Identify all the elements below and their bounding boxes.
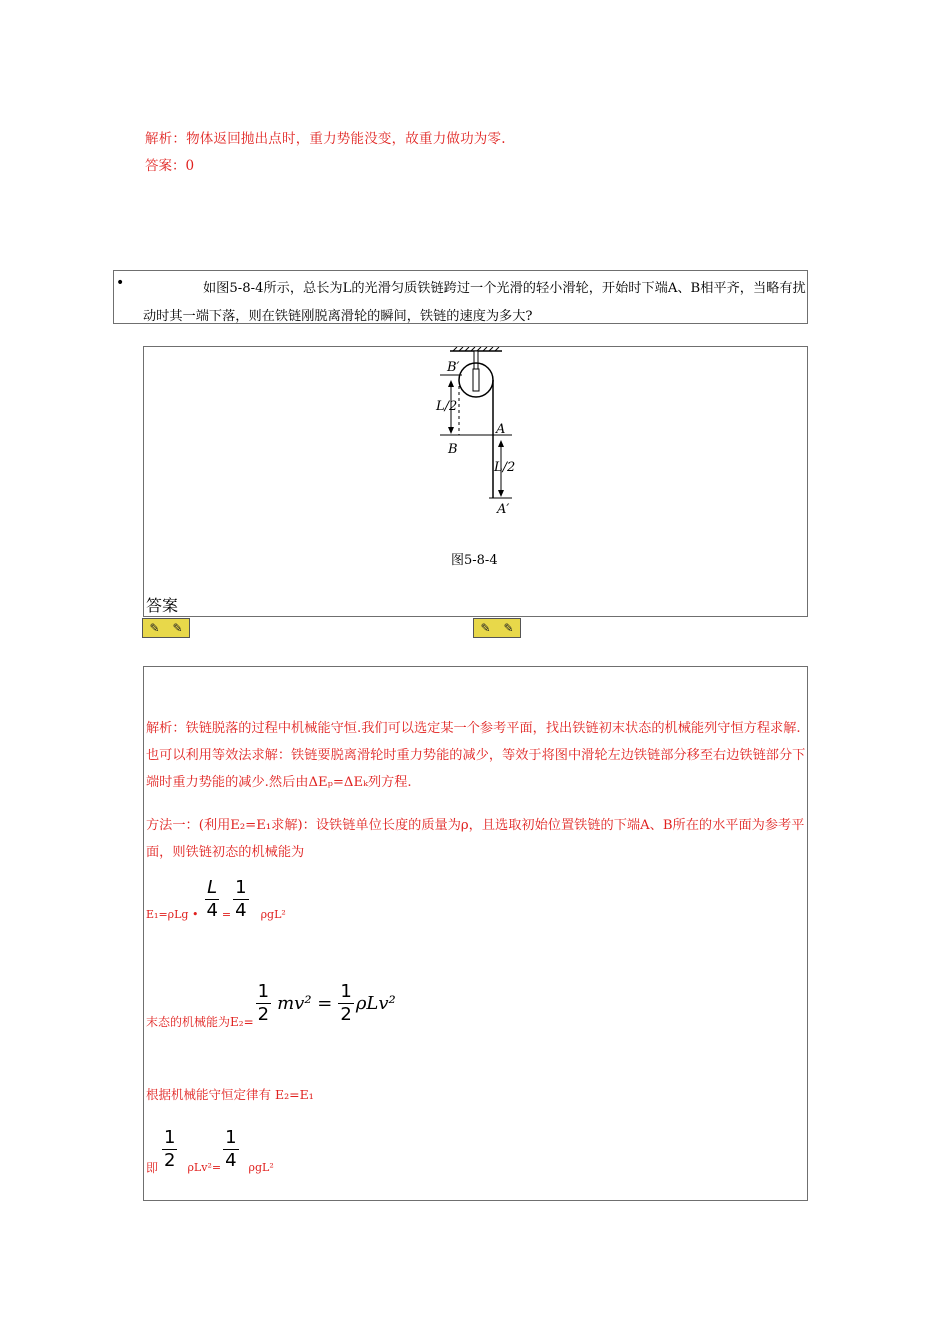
e2-prefix: 末态的机械能为E₂= <box>146 1015 254 1029</box>
fraction-1-over-2-b: $\frac{1}{2}$ <box>340 981 352 1025</box>
e2-end: ρLv² <box>355 993 396 1014</box>
scroll-icon: ✎ <box>480 621 491 635</box>
conservation-law: 根据机械能守恒定律有 E₂=E₁ <box>146 1087 314 1102</box>
e1-prefix: E₁=ρLg • <box>146 908 199 921</box>
label-l-half-right: L/2 <box>494 460 516 475</box>
label-b: B <box>448 442 458 457</box>
equation-e2 <box>146 977 396 1030</box>
question-box <box>113 270 808 324</box>
fraction-1-over-4: $\frac{1}{4}$ <box>235 877 247 921</box>
label-a: A <box>496 422 506 437</box>
scroll-icon: ✎ <box>172 621 183 635</box>
figure-box <box>143 346 808 617</box>
solution-analysis: 解析：铁链脱落的过程中机械能守恒.我们可以选定某一个参考平面，找出铁链初末状态的机械能列守恒方程求解.也可以利用等效法求解：铁链要脱离滑轮时重力势能的减少，等效于将图中滑轮左边铁链部分移至右边铁链部分下端时重力势能的减少.然后由ΔEₚ=ΔEₖ列方程. <box>146 721 806 790</box>
bullet: • <box>116 275 125 291</box>
fraction-final-1-over-2: $\frac{1}{2}$ <box>164 1127 176 1171</box>
question-text <box>143 275 807 331</box>
solution-method-one: 方法一：(利用E₂=E₁求解)：设铁链单位长度的质量为ρ，且选取初始位置铁链的下端A、B所在的水平面为参考平面，则铁链初态的机械能为 <box>146 818 805 860</box>
final-end: ρgL² <box>248 1161 274 1174</box>
label-l-half-left: L/2 <box>436 399 458 414</box>
final-prefix: 即 <box>146 1161 159 1175</box>
expand-answer-button-right[interactable] <box>473 618 521 638</box>
figure-caption: 图5-8-4 <box>451 553 498 568</box>
e1-equals: = <box>221 908 232 921</box>
question-body: 如图5-8-4所示，总长为L的光滑匀质铁链跨过一个光滑的轻小滑轮，开始时下端A、B相平齐，当略有扰动时其一端下落，则在铁链刚脱离滑轮的瞬间，铁链的速度为多大? <box>143 281 806 324</box>
pulley-diagram <box>144 347 807 537</box>
answer-label: 答案 <box>146 596 179 615</box>
equation-e1 <box>146 877 286 922</box>
top-analysis: 解析：物体返回抛出点时，重力势能没变，故重力做功为零. <box>145 131 506 147</box>
equation-final <box>146 1123 274 1176</box>
solution-box <box>143 666 808 1201</box>
scroll-icon: ✎ <box>503 621 514 635</box>
e1-suffix: ρgL² <box>260 908 286 921</box>
scroll-icon: ✎ <box>149 621 160 635</box>
label-b-prime: B′ <box>447 360 460 375</box>
fraction-final-1-over-4: $\frac{1}{4}$ <box>225 1127 237 1171</box>
e2-middle: mv² = <box>277 993 333 1014</box>
fraction-1-over-2: $\frac{1}{2}$ <box>257 981 270 1025</box>
label-a-prime: A′ <box>497 502 510 517</box>
top-answer: 答案：0 <box>145 158 195 174</box>
fraction-l-over-4: $\frac{L}{4}$ <box>206 877 218 921</box>
expand-answer-button-left[interactable] <box>142 618 190 638</box>
final-middle: ρLv²= <box>187 1161 222 1174</box>
